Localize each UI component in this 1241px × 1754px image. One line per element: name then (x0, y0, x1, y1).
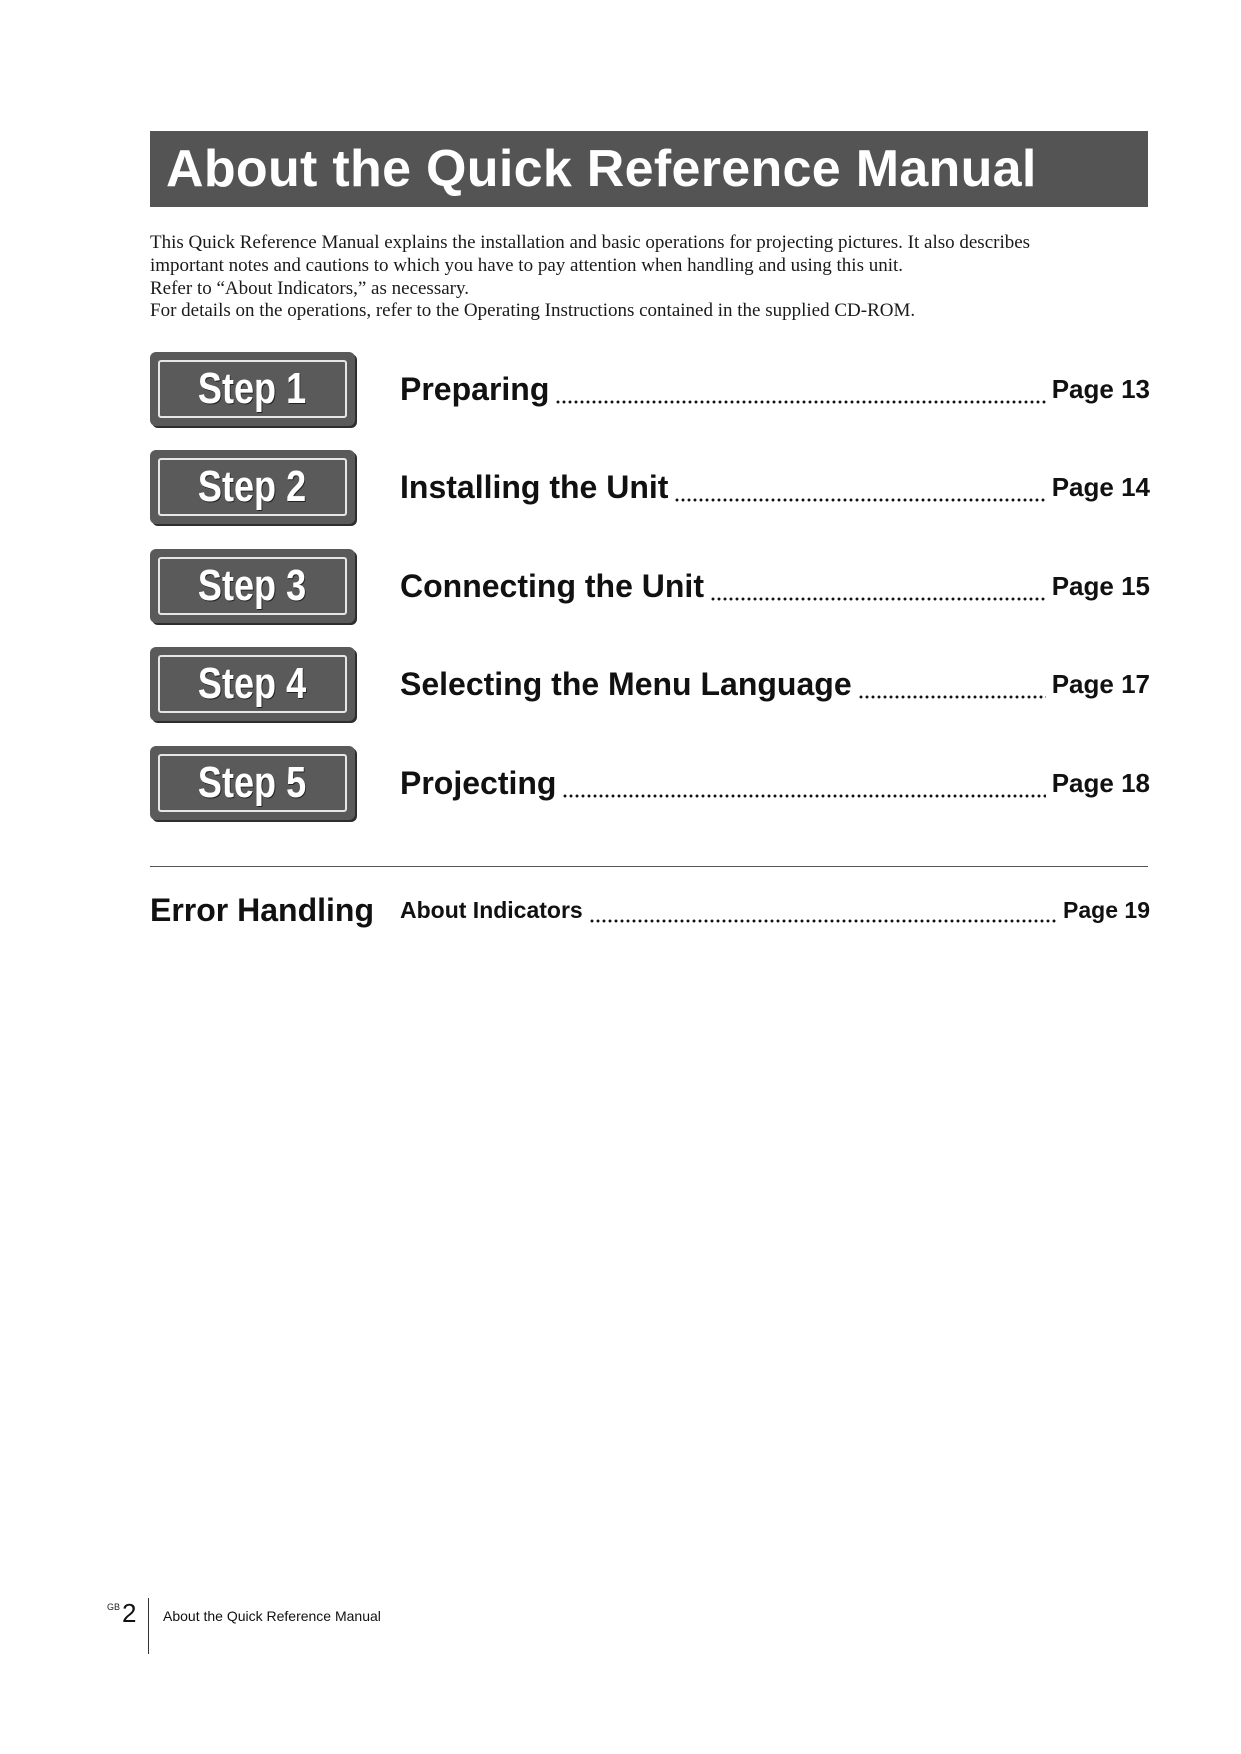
toc-page-ref: Page 17 (1051, 668, 1150, 699)
toc-page-ref: Page 19 (1063, 896, 1150, 923)
toc-entry-title: Selecting the Menu Language (400, 665, 852, 702)
title-banner (150, 131, 1148, 207)
step-badge-label: Step 5 (198, 758, 307, 807)
step-badge-label: Step 1 (198, 364, 307, 413)
footer-divider (148, 1598, 149, 1654)
toc-entry-title: Preparing (400, 370, 550, 407)
toc-page-ref: Page 18 (1051, 767, 1150, 798)
intro-line: Refer to “About Indicators,” as necessary. (150, 277, 470, 299)
toc-entry-title: Connecting the Unit (400, 567, 704, 604)
toc-page-ref: Page 14 (1051, 471, 1150, 502)
intro-line: important notes and cautions to which you have to pay attention when handling and using this unit. (150, 254, 904, 276)
intro-line: This Quick Reference Manual explains the installation and basic operations for projecting pictures. It also describes (150, 232, 1031, 253)
toc-leader-dots (555, 400, 1045, 404)
toc-row-step-5 (150, 746, 1150, 820)
toc-row-step-4 (150, 647, 1150, 721)
toc-entry-title: Installing the Unit (400, 468, 669, 505)
footer-region-code: GB (107, 1602, 121, 1612)
step-badge (150, 746, 355, 820)
toc-entry-title: About Indicators (400, 896, 583, 923)
toc-leader-dots (589, 919, 1057, 923)
toc-link-connecting[interactable] (400, 549, 1150, 623)
toc-leader-dots (674, 498, 1045, 502)
section-divider (150, 866, 1148, 867)
toc-leader-dots (858, 695, 1046, 699)
toc-link-menu-language[interactable] (400, 647, 1150, 721)
toc-link-installing[interactable] (400, 450, 1150, 524)
step-badge (150, 352, 355, 426)
step-badge (150, 647, 355, 721)
step-badge (150, 450, 355, 524)
toc-leader-dots (710, 597, 1046, 601)
error-handling-heading: Error Handling (150, 892, 375, 928)
page-footer (107, 1598, 707, 1654)
toc-leader-dots (562, 794, 1045, 798)
toc-link-preparing[interactable] (400, 352, 1150, 426)
toc-page-ref: Page 13 (1051, 373, 1150, 404)
toc-row-step-3 (150, 549, 1150, 623)
intro-line: For details on the operations, refer to the Operating Instructions contained in the supplied CD-ROM. (150, 300, 916, 322)
intro-text (150, 232, 1150, 323)
error-handling-section (150, 885, 1150, 935)
toc-link-about-indicators[interactable] (400, 885, 1150, 935)
toc-entry-title: Projecting (400, 764, 557, 801)
toc-row-step-1 (150, 352, 1150, 426)
footer-page-number: 2 (122, 1598, 137, 1628)
toc-link-projecting[interactable] (400, 746, 1150, 820)
step-badge (150, 549, 355, 623)
footer-section-label: About the Quick Reference Manual (163, 1608, 381, 1624)
page-title: About the Quick Reference Manual (166, 140, 1037, 198)
step-badge-label: Step 2 (198, 462, 307, 511)
toc-row-step-2 (150, 450, 1150, 524)
step-badge-label: Step 3 (198, 561, 307, 610)
toc-page-ref: Page 15 (1051, 570, 1150, 601)
step-badge-label: Step 4 (198, 659, 307, 708)
